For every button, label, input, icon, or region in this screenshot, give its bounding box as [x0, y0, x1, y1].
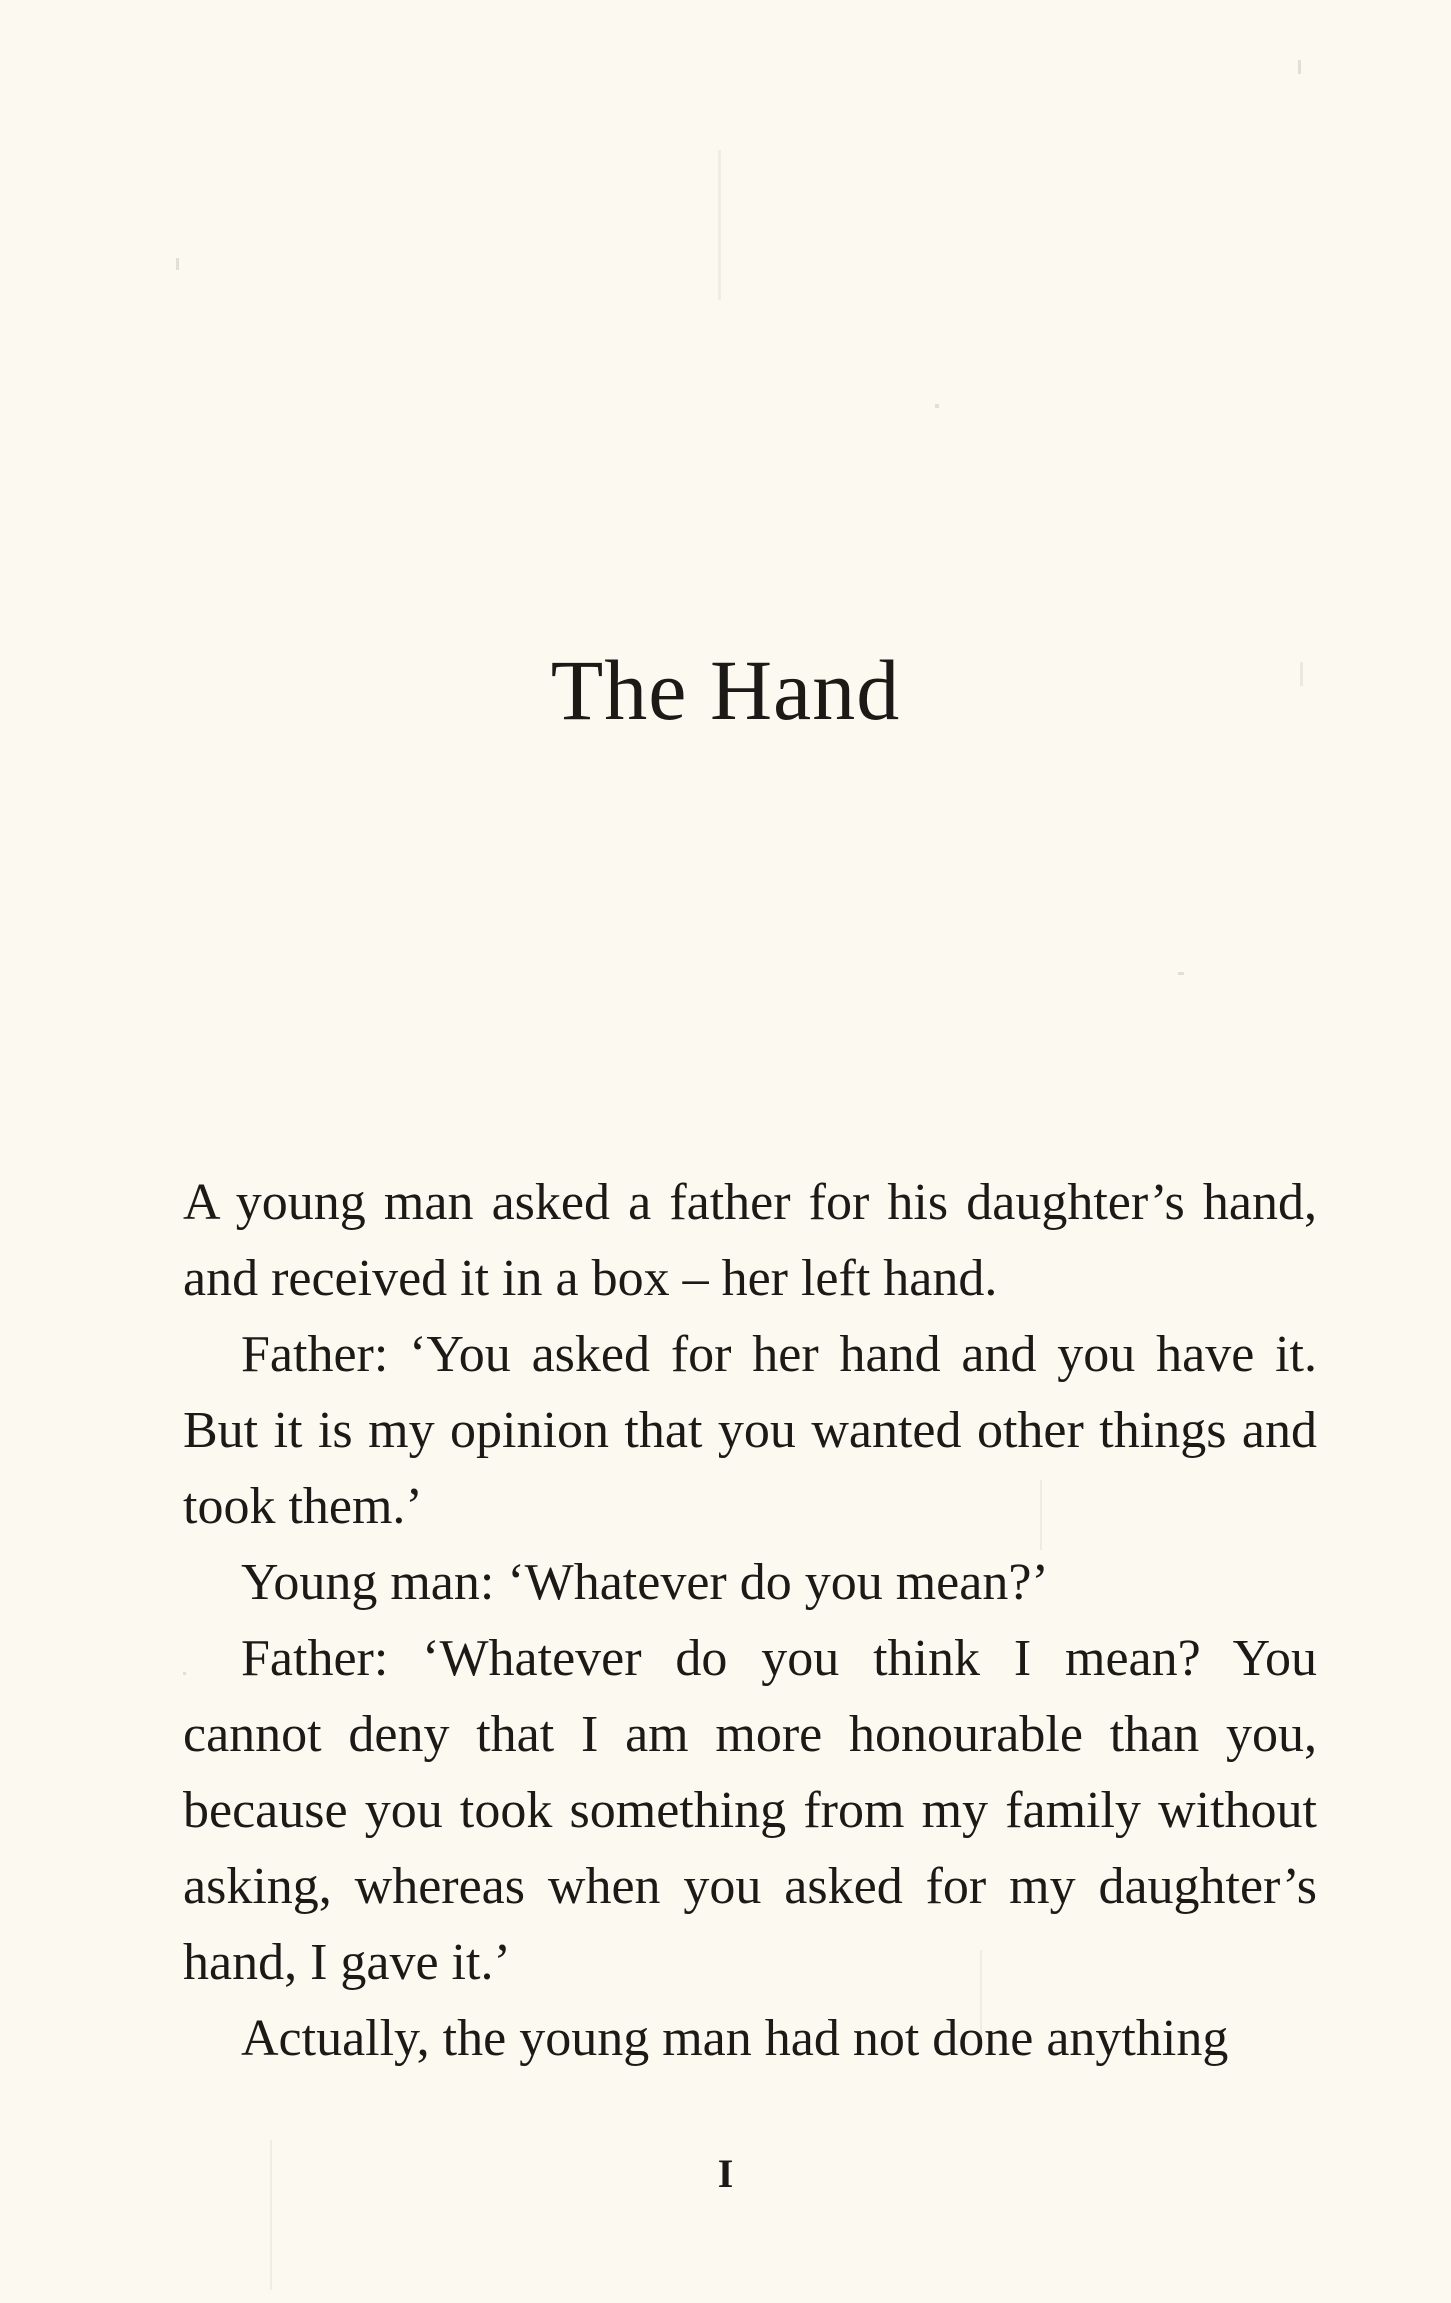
paper-mark	[718, 150, 721, 300]
paper-mark	[176, 258, 179, 270]
paper-mark	[1298, 60, 1301, 74]
page-number: I	[717, 2151, 734, 2196]
body-text	[183, 1165, 1317, 2077]
paragraph: Father: ‘You asked for her hand and you have it. But it is my opinion that you wanted other things and took them.’	[183, 1326, 1317, 1535]
paragraph: Young man: ‘Whatever do you mean?’	[241, 1554, 1049, 1611]
paragraph: Father: ‘Whatever do you think I mean? You cannot deny that I am more honourable than you, because you took something from my family without asking, whereas when you asked for my daughter’s hand, I gave it.’	[183, 1630, 1317, 1991]
chapter-title: The Hand	[550, 642, 901, 738]
paper-mark	[935, 404, 939, 408]
paragraph: A young man asked a father for his daughter’s hand, and received it in a box – her left hand.	[183, 1174, 1317, 1307]
paper-mark	[1178, 972, 1184, 975]
paragraph: Actually, the young man had not done anything	[241, 2010, 1229, 2067]
